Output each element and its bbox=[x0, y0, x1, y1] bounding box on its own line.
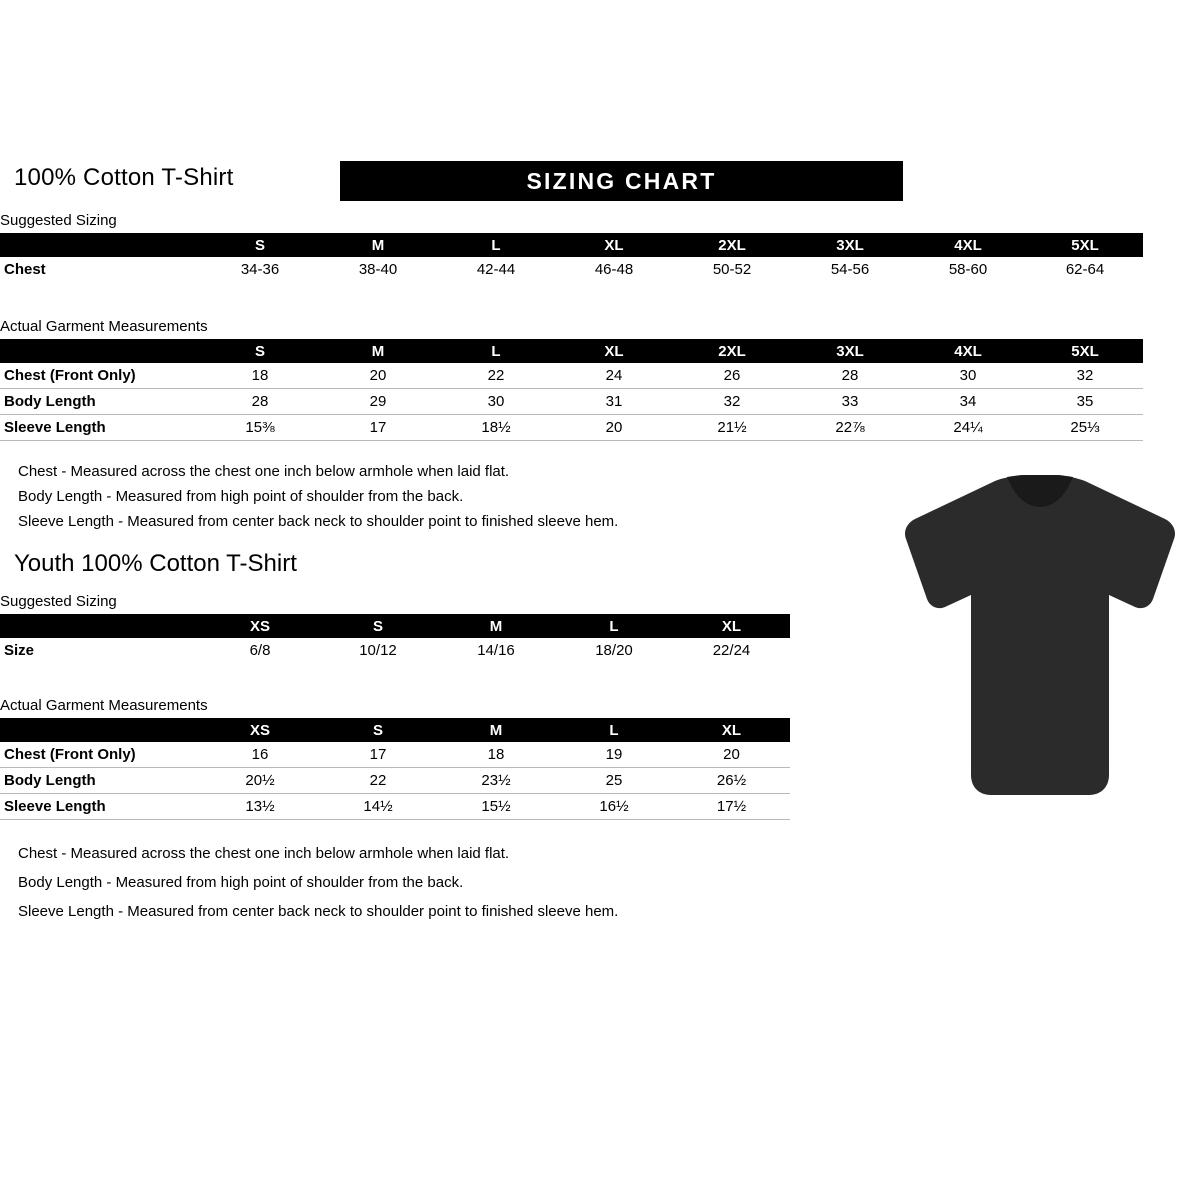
col-5xl: 5XL bbox=[1027, 339, 1143, 363]
row-label-chest-front-only: Chest (Front Only) bbox=[0, 363, 201, 389]
col-4xl: 4XL bbox=[909, 339, 1027, 363]
cell: 33 bbox=[791, 389, 909, 415]
adult-suggested-label: Suggested Sizing bbox=[0, 212, 117, 229]
col-l: L bbox=[555, 718, 673, 742]
table-row bbox=[0, 742, 790, 768]
row-label-body-length: Body Length bbox=[0, 389, 201, 415]
cell: 23½ bbox=[437, 768, 555, 794]
youth-suggested-table bbox=[0, 614, 790, 663]
cell: 20 bbox=[555, 415, 673, 441]
cell: 14½ bbox=[319, 794, 437, 820]
col-m: M bbox=[319, 233, 437, 257]
t-shirt-illustration bbox=[895, 475, 1185, 805]
row-label-chest: Chest bbox=[4, 261, 46, 278]
sizing-chart-banner bbox=[340, 161, 903, 201]
youth-actual-label: Actual Garment Measurements bbox=[0, 697, 208, 714]
cell: 17½ bbox=[673, 794, 790, 820]
cell: 24 bbox=[555, 363, 673, 389]
col-xl: XL bbox=[673, 718, 790, 742]
cell: 16 bbox=[201, 742, 319, 768]
cell: 18/20 bbox=[595, 642, 633, 659]
cell: 16½ bbox=[555, 794, 673, 820]
page-title: 100% Cotton T-Shirt bbox=[14, 164, 234, 191]
col-l: L bbox=[437, 339, 555, 363]
t-shirt-icon bbox=[895, 475, 1185, 805]
cell: 32 bbox=[1027, 363, 1143, 389]
cell: 18 bbox=[201, 363, 319, 389]
col-m: M bbox=[437, 718, 555, 742]
cell: 24¼ bbox=[909, 415, 1027, 441]
col-xs: XS bbox=[201, 614, 319, 638]
col-l: L bbox=[555, 614, 673, 638]
cell: 25⅓ bbox=[1027, 415, 1143, 441]
cell: 17 bbox=[319, 742, 437, 768]
col-5xl: 5XL bbox=[1027, 233, 1143, 257]
col-rowlabel bbox=[0, 339, 201, 363]
cell: 42-44 bbox=[476, 261, 516, 278]
cell: 26½ bbox=[673, 768, 790, 794]
cell: 62-64 bbox=[1065, 261, 1105, 278]
cell: 30 bbox=[909, 363, 1027, 389]
col-rowlabel bbox=[0, 718, 201, 742]
row-label-sleeve-length: Sleeve Length bbox=[0, 794, 201, 820]
cell: 28 bbox=[791, 363, 909, 389]
col-rowlabel bbox=[0, 233, 201, 257]
cell: 22⅞ bbox=[791, 415, 909, 441]
col-rowlabel bbox=[0, 614, 201, 638]
row-label-size: Size bbox=[4, 642, 35, 659]
col-xl: XL bbox=[555, 233, 673, 257]
col-l: L bbox=[437, 233, 555, 257]
cell: 30 bbox=[437, 389, 555, 415]
table-header-row bbox=[0, 339, 1143, 363]
cell: 22 bbox=[437, 363, 555, 389]
col-xl: XL bbox=[673, 614, 790, 638]
cell: 20 bbox=[673, 742, 790, 768]
youth-title: Youth 100% Cotton T-Shirt bbox=[14, 550, 297, 577]
col-s: S bbox=[319, 718, 437, 742]
adult-actual-label: Actual Garment Measurements bbox=[0, 318, 208, 335]
col-2xl: 2XL bbox=[673, 339, 791, 363]
col-xl: XL bbox=[555, 339, 673, 363]
col-s: S bbox=[201, 339, 319, 363]
adult-note-sleeve-length: Sleeve Length - Measured from center back neck to shoulder point to finished sleeve hem. bbox=[18, 513, 619, 530]
row-label-body-length: Body Length bbox=[0, 768, 201, 794]
cell: 34 bbox=[909, 389, 1027, 415]
cell: 21½ bbox=[673, 415, 791, 441]
youth-note-sleeve-length: Sleeve Length - Measured from center back neck to shoulder point to finished sleeve hem. bbox=[18, 903, 619, 920]
col-3xl: 3XL bbox=[791, 233, 909, 257]
cell: 22/24 bbox=[712, 642, 751, 659]
cell: 26 bbox=[673, 363, 791, 389]
cell: 22 bbox=[319, 768, 437, 794]
youth-actual-table bbox=[0, 718, 790, 820]
col-2xl: 2XL bbox=[673, 233, 791, 257]
col-s: S bbox=[201, 233, 319, 257]
sizing-chart-banner-label: SIZING CHART bbox=[526, 168, 717, 194]
cell: 29 bbox=[319, 389, 437, 415]
cell: 25 bbox=[555, 768, 673, 794]
cell: 28 bbox=[201, 389, 319, 415]
cell: 31 bbox=[555, 389, 673, 415]
adult-actual-table bbox=[0, 339, 1143, 441]
youth-suggested-label: Suggested Sizing bbox=[0, 593, 117, 610]
table-row bbox=[0, 415, 1143, 441]
col-m: M bbox=[319, 339, 437, 363]
table-header-row bbox=[0, 233, 1143, 257]
cell: 15½ bbox=[437, 794, 555, 820]
row-label-sleeve-length: Sleeve Length bbox=[0, 415, 201, 441]
col-3xl: 3XL bbox=[791, 339, 909, 363]
table-row bbox=[0, 363, 1143, 389]
col-s: S bbox=[319, 614, 437, 638]
cell: 18½ bbox=[437, 415, 555, 441]
cell: 54-56 bbox=[830, 261, 870, 278]
cell: 20½ bbox=[201, 768, 319, 794]
row-label-chest-front-only: Chest (Front Only) bbox=[0, 742, 201, 768]
col-4xl: 4XL bbox=[909, 233, 1027, 257]
adult-note-body-length: Body Length - Measured from high point of shoulder from the back. bbox=[18, 488, 464, 505]
cell: 38-40 bbox=[358, 261, 398, 278]
cell: 46-48 bbox=[594, 261, 634, 278]
youth-note-chest: Chest - Measured across the chest one inch below armhole when laid flat. bbox=[18, 845, 510, 862]
table-header-row bbox=[0, 614, 790, 638]
cell: 35 bbox=[1027, 389, 1143, 415]
cell: 6/8 bbox=[249, 642, 271, 659]
table-row bbox=[0, 794, 790, 820]
cell: 17 bbox=[319, 415, 437, 441]
cell: 15⅜ bbox=[201, 415, 319, 441]
adult-note-chest: Chest - Measured across the chest one inch below armhole when laid flat. bbox=[18, 463, 510, 480]
cell: 13½ bbox=[201, 794, 319, 820]
cell: 19 bbox=[555, 742, 673, 768]
cell: 58-60 bbox=[948, 261, 988, 278]
table-header-row bbox=[0, 718, 790, 742]
table-row bbox=[0, 638, 790, 663]
adult-suggested-table bbox=[0, 233, 1143, 282]
table-row bbox=[0, 768, 790, 794]
cell: 14/16 bbox=[477, 642, 515, 659]
cell: 32 bbox=[673, 389, 791, 415]
cell: 18 bbox=[437, 742, 555, 768]
cell: 50-52 bbox=[712, 261, 752, 278]
table-row bbox=[0, 389, 1143, 415]
youth-note-body-length: Body Length - Measured from high point of shoulder from the back. bbox=[18, 874, 464, 891]
col-m: M bbox=[437, 614, 555, 638]
table-row bbox=[0, 257, 1143, 282]
cell: 10/12 bbox=[359, 642, 397, 659]
col-xs: XS bbox=[201, 718, 319, 742]
cell: 34-36 bbox=[240, 261, 280, 278]
cell: 20 bbox=[319, 363, 437, 389]
